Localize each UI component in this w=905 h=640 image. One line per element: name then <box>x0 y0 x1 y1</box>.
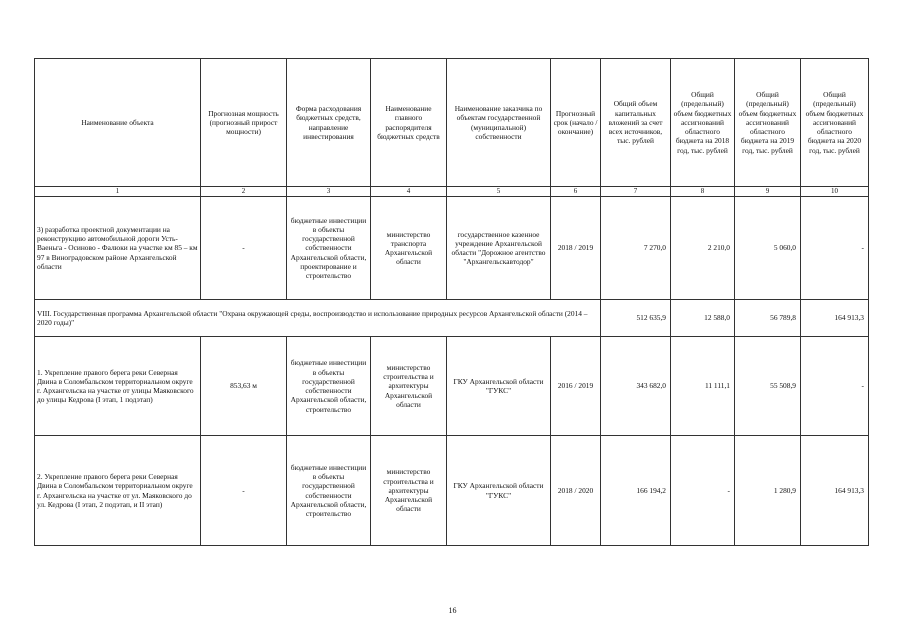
table-header-row <box>35 59 869 187</box>
form-cell: бюджетные инвестиции в объекты государственной собственности Архангельской области, проектирование и строительство <box>287 197 371 300</box>
manager-cell: министерство транспорта Архангельской области <box>371 197 447 300</box>
header-cell: Общий объем капитальных вложений за счет всех источников, тыс. рублей <box>601 59 671 187</box>
object-name-cell: 2. Укрепление правого берега реки Северная Двина в Соломбальском территориальном округе г. Архангельска на участке от ул. Маяковского до ул. Кедрова (I этап, 2 подэтап, и II этап) <box>35 436 201 546</box>
section-2019-cell: 56 789,8 <box>735 300 801 337</box>
header-cell: Наименование заказчика по объектам государственной (муниципальной) собственности <box>447 59 551 187</box>
header-cell: Прогнозный срок (начало / окончание) <box>551 59 601 187</box>
form-cell: бюджетные инвестиции в объекты государственной собственности Архангельской области, строительство <box>287 337 371 436</box>
header-cell: Общий (предельный) объем бюджетных ассигнований областного бюджета на 2018 год, тыс. рублей <box>671 59 735 187</box>
total-cell: 166 194,2 <box>601 436 671 546</box>
investment-table <box>34 58 869 546</box>
total-cell: 343 682,0 <box>601 337 671 436</box>
customer-cell: государственное казенное учреждение Архангельской области "Дорожное агентство "Архангельскавтодор" <box>447 197 551 300</box>
form-cell: бюджетные инвестиции в объекты государственной собственности Архангельской области, строительство <box>287 436 371 546</box>
section-row <box>35 300 869 337</box>
column-number-row <box>35 187 869 197</box>
section-2020-cell: 164 913,3 <box>801 300 869 337</box>
period-cell: 2018 / 2019 <box>551 197 601 300</box>
amount-2018-cell: 11 111,1 <box>671 337 735 436</box>
column-number: 9 <box>735 187 801 197</box>
capacity-cell: - <box>201 436 287 546</box>
header-cell: Общий (предельный) объем бюджетных ассигнований областного бюджета на 2020 год, тыс. рублей <box>801 59 869 187</box>
capacity-cell: 853,63 м <box>201 337 287 436</box>
column-number: 4 <box>371 187 447 197</box>
page-number: 16 <box>448 606 457 615</box>
object-name-cell: 3) разработка проектной документации на реконструкцию автомобильной дороги Усть-Ваеньга - Осиново - Фалюки на участке км 85 – км 97 в Виноградовском районе Архангельской области <box>35 197 201 300</box>
header-cell: Форма расходования бюджетных средств, направление инвестирования <box>287 59 371 187</box>
amount-2020-cell: - <box>801 197 869 300</box>
column-number: 2 <box>201 187 287 197</box>
table-row <box>35 337 869 436</box>
column-number: 3 <box>287 187 371 197</box>
column-number: 5 <box>447 187 551 197</box>
header-cell: Наименование главного распорядителя бюджетных средств <box>371 59 447 187</box>
period-cell: 2018 / 2020 <box>551 436 601 546</box>
period-cell: 2016 / 2019 <box>551 337 601 436</box>
section-total-cell: 512 635,9 <box>601 300 671 337</box>
header-cell: Наименование объекта <box>35 59 201 187</box>
table-row <box>35 436 869 546</box>
customer-cell: ГКУ Архангельской области "ГУКС" <box>447 436 551 546</box>
amount-2019-cell: 5 060,0 <box>735 197 801 300</box>
column-number: 6 <box>551 187 601 197</box>
object-name-cell: 1. Укрепление правого берега реки Северная Двина в Соломбальском территориальном округе г. Архангельска на участке от улицы Маяковского до улицы Кедрова (I этап, 1 подэтап) <box>35 337 201 436</box>
column-number: 10 <box>801 187 869 197</box>
amount-2018-cell: - <box>671 436 735 546</box>
column-number: 7 <box>601 187 671 197</box>
capacity-cell: - <box>201 197 287 300</box>
header-cell: Прогнозная мощность (прогнозный прирост мощности) <box>201 59 287 187</box>
document-page <box>34 58 869 546</box>
column-number: 8 <box>671 187 735 197</box>
amount-2018-cell: 2 210,0 <box>671 197 735 300</box>
customer-cell: ГКУ Архангельской области "ГУКС" <box>447 337 551 436</box>
amount-2020-cell: 164 913,3 <box>801 436 869 546</box>
amount-2019-cell: 1 280,9 <box>735 436 801 546</box>
total-cell: 7 270,0 <box>601 197 671 300</box>
header-cell: Общий (предельный) объем бюджетных ассигнований областного бюджета на 2019 год, тыс. рублей <box>735 59 801 187</box>
manager-cell: министерство строительства и архитектуры Архангельской области <box>371 436 447 546</box>
amount-2019-cell: 55 508,9 <box>735 337 801 436</box>
manager-cell: министерство строительства и архитектуры Архангельской области <box>371 337 447 436</box>
amount-2020-cell: - <box>801 337 869 436</box>
section-2018-cell: 12 588,0 <box>671 300 735 337</box>
section-title: VIII. Государственная программа Архангельской области "Охрана окружающей среды, воспроизводство и использование природных ресурсов Архангельской области (2014 – 2020 годы)" <box>35 300 601 337</box>
column-number: 1 <box>35 187 201 197</box>
table-row <box>35 197 869 300</box>
